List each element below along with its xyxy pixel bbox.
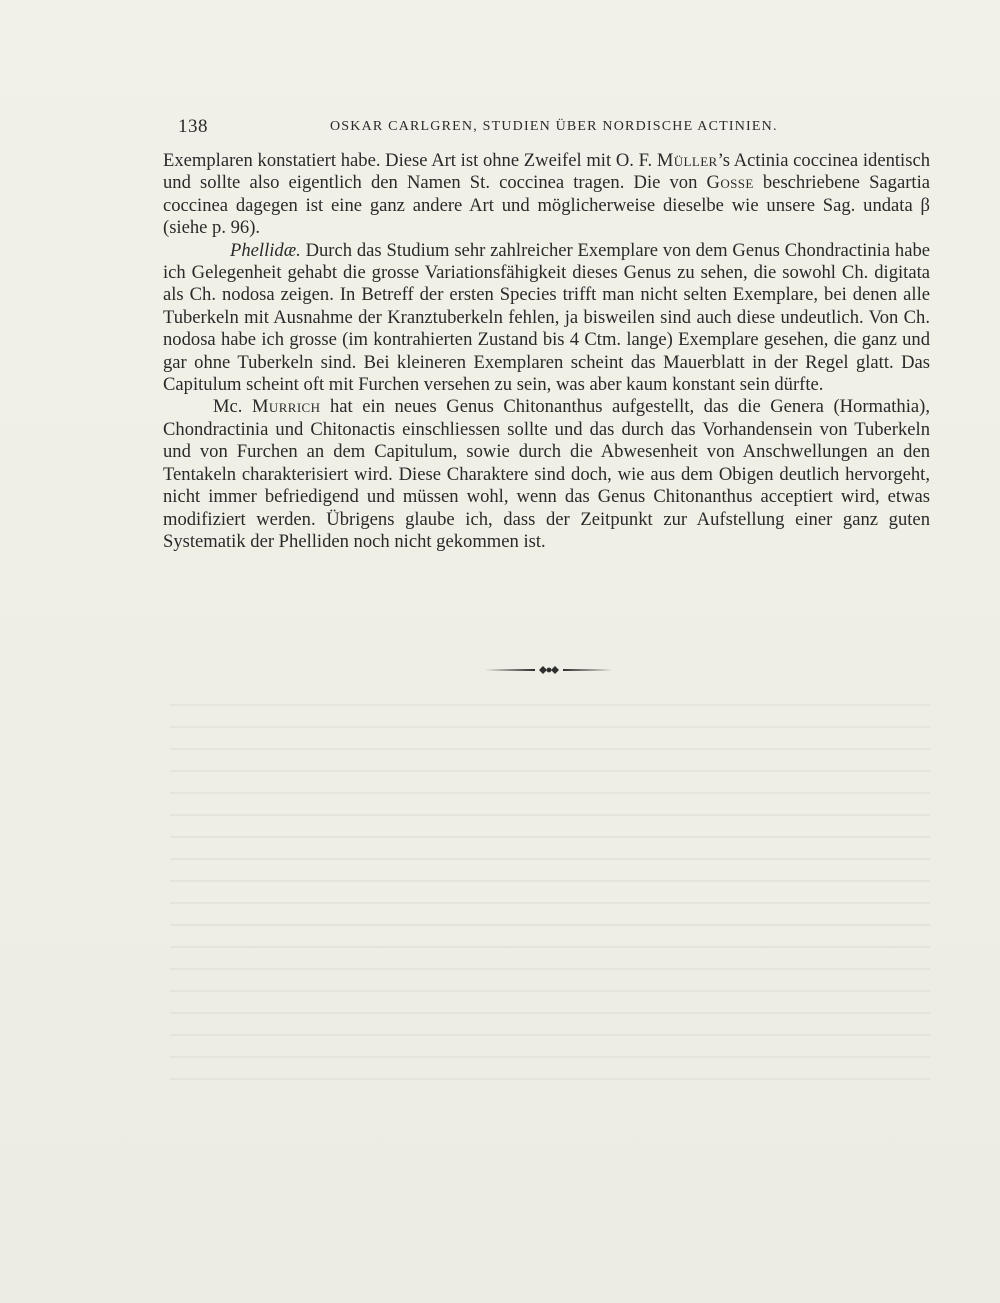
paragraph-1 bbox=[163, 150, 930, 240]
text-run: Exemplaren konstatiert habe. Diese Art ist ohne Zweifel mit O. F. bbox=[163, 150, 657, 171]
author-name-mueller: Müller bbox=[656, 150, 718, 171]
text-run: hat ein neues Genus Chitonanthus aufgestellt, das die Genera (Hormathia), Chondractinia und Chitonactis einschliessen sollte und das durch das Vorhandensein von Tuberkeln und von Furchen an dem Capitulum, sowie durch die Abwesenheit von Anschwellungen an den Tentakeln charakterisiert wird. Diese Charaktere sind doch, wie aus dem Obigen deutlich hervorgeht, nicht immer befriedigend und müssen wohl, wenn das Genus Chitonanthus acceptiert wird, etwas modifiziert werden. Übrigens glaube ich, dass der Zeitpunkt zur Aufstellung einer ganz guten Systematik der Phelliden noch nicht gekommen ist. bbox=[163, 396, 930, 552]
paragraph-2 bbox=[163, 240, 930, 397]
page-number: 138 bbox=[178, 116, 208, 137]
bleed-through-texture bbox=[170, 690, 930, 1090]
section-end-ornament bbox=[485, 664, 613, 676]
family-name-phellidae: Phellidæ. bbox=[230, 239, 301, 261]
running-head: OSKAR CARLGREN, STUDIEN ÜBER NORDISCHE ACTINIEN. bbox=[330, 119, 778, 134]
body-text bbox=[163, 150, 930, 553]
page-header bbox=[178, 116, 930, 140]
author-name-gosse: Gosse bbox=[706, 172, 754, 194]
text-run: Durch das Studium sehr zahlreicher Exemplare von dem Genus Chondractinia habe ich Gelegenheit gehabt die grosse Variationsfähigkeit dieses Genus zu sehen, die sowohl Ch. digitata als Ch. nodosa zeigen. In Betreff der ersten Species trifft man nicht selten Exemplare, bei denen alle Tuberkeln mit Ausnahme der Kranztuberkeln fehlen, ja bisweilen sind auch diese undeutlich. Von Ch. nodosa habe ich grosse (im kontrahierten Zustand bis 4 Ctm. lange) Exemplare gesehen, die ganz und gar ohne Tuberkeln sind. Bei kleineren Exemplaren scheint das Mauerblatt in der Regel glatt. Das Capitulum scheint oft mit Furchen versehen zu sein, was aber kaum konstant sein dürfte. bbox=[163, 239, 930, 396]
text-run: beschriebene Sagartia coccinea dagegen ist eine ganz andere Art und möglicherweise dieselbe wie unsere Sag. undata β (siehe p. 96). bbox=[163, 172, 930, 239]
text-run: ’s Actinia coccinea identisch und sollte also eigentlich den Namen St. coccinea tragen. Die von bbox=[163, 150, 931, 194]
text-run: Mc. bbox=[213, 396, 252, 418]
paragraph-3 bbox=[163, 396, 930, 553]
author-name-murrich: Murrich bbox=[251, 396, 321, 418]
